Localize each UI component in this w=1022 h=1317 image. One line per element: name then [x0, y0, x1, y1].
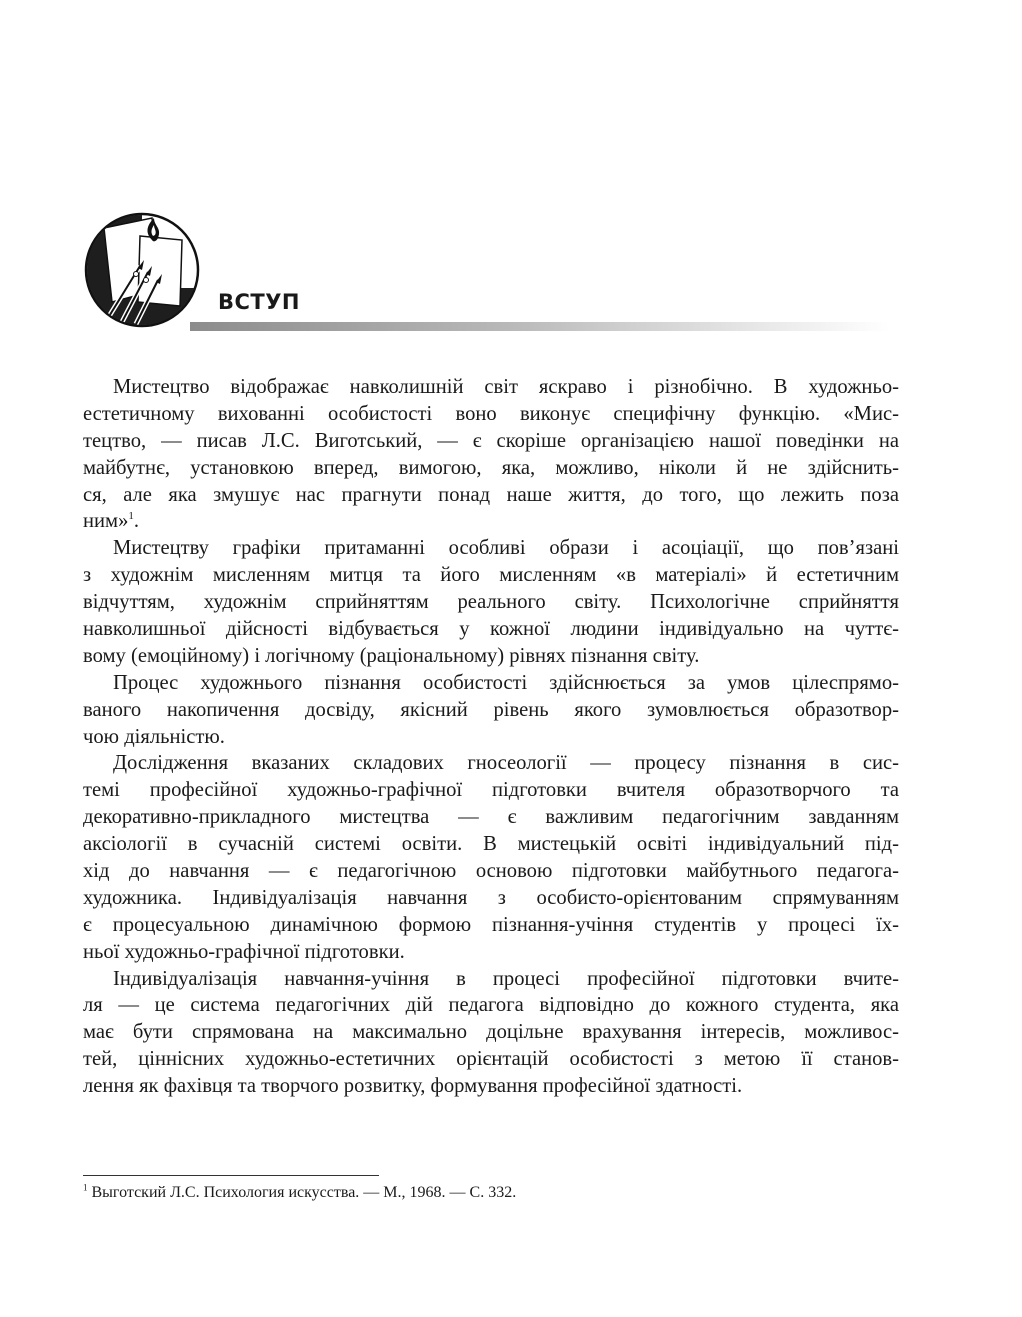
- text-line: Процес художнього пізнання особистості здійснюється за умов цілеспрямо-: [113, 671, 899, 694]
- footnote: [83, 1183, 516, 1203]
- text-line: художника. Індивідуалізація навчання з особисто-орієнтованим спрямуванням: [83, 886, 899, 909]
- paragraph-3: [83, 670, 899, 751]
- text-line: хід до навчання — є педагогічною основою підготовки майбутнього педагога-: [83, 860, 899, 883]
- main-text: [83, 374, 899, 1100]
- footnote-separator: [83, 1175, 379, 1176]
- paragraph-4: [83, 750, 899, 965]
- text-line: тей, ціннісних художньо-естетичних орієнтацій особистості з метою її станов-: [83, 1048, 899, 1071]
- text-line: ваного накопичення досвіду, якісний рівень якого зумовлюється образотвор-: [83, 698, 899, 721]
- text-line: навколишньої дійсності відбувається у кожної людини індивідуально на чуттє-: [83, 618, 899, 641]
- paragraph-2: [83, 535, 899, 669]
- footnote-text: Выготский Л.С. Психология искусства. — М., 1968. — С. 332.: [91, 1184, 517, 1201]
- text-line: ньої художньо-графічної підготовки.: [83, 940, 405, 963]
- text-line: темі професійної художньо-графічної підготовки вчителя образотворчого та: [83, 779, 899, 802]
- chapter-title: ВСТУП: [218, 290, 301, 314]
- text-line: аксіології в сучасній системі освіти. В мистецькій освіті індивідуальний під-: [83, 833, 899, 856]
- title-underline: [190, 322, 890, 331]
- text-line: ним»$^1$.: [83, 510, 140, 533]
- text-line: лення як фахівця та творчого розвитку, формування професійної здатності.: [83, 1075, 743, 1098]
- text-line: Дослідження вказаних складових гносеології — процесу пізнання в сис-: [113, 752, 899, 775]
- text-line: Індивідуалізація навчання-учіння в процесі професійної підготовки вчите-: [113, 967, 899, 990]
- chapter-emblem-icon: [82, 210, 202, 330]
- text-line: відчуттям, художнім сприйняттям реального світу. Психологічне сприйняття: [83, 591, 899, 614]
- text-line: майбутнє, установкою вперед, вимогою, яка, можливо, ніколи й не здійснить-: [83, 456, 899, 479]
- text-line: естетичному вихованні особистості воно виконує специфічну функцію. «Мис-: [83, 402, 899, 425]
- text-line: має бути спрямована на максимально доцільне врахування інтересів, можливос-: [83, 1021, 899, 1044]
- text-line: тецтво, — писав Л.С. Виготський, — є скоріше організацією нашої поведінки на: [83, 429, 899, 452]
- text-line: ля — це система педагогічних дій педагога відповідно до кожного студента, яка: [83, 994, 899, 1017]
- footnote-marker: 1: [83, 1182, 88, 1193]
- text-line-content: ним»: [83, 510, 129, 533]
- footnote-reference: 1: [128, 510, 134, 523]
- paragraph-5: [83, 966, 899, 1100]
- text-line: Мистецтво відображає навколишній світ яскраво і різнобічно. В художньо-: [113, 376, 899, 398]
- text-line: чою діяльністю.: [83, 725, 225, 748]
- text-line: Мистецтву графіки притаманні особливі образи і асоціації, що пов’язані: [113, 537, 899, 560]
- text-line: ся, але яка змушує нас прагнути понад наше життя, до того, що лежить поза: [83, 483, 899, 506]
- text-line: декоративно-прикладного мистецтва — є важливим педагогічним завданням: [83, 806, 899, 829]
- text-line: вому (емоційному) і логічному (раціональному) рівнях пізнання світу.: [83, 644, 700, 667]
- text-line: з художнім мисленням митця та його мисленням «в матеріалі» й естетичним: [83, 564, 899, 587]
- text-line: є процесуальною динамічною формою пізнання-учіння студентів у процесі їх-: [83, 913, 899, 936]
- paragraph-1: [83, 374, 899, 535]
